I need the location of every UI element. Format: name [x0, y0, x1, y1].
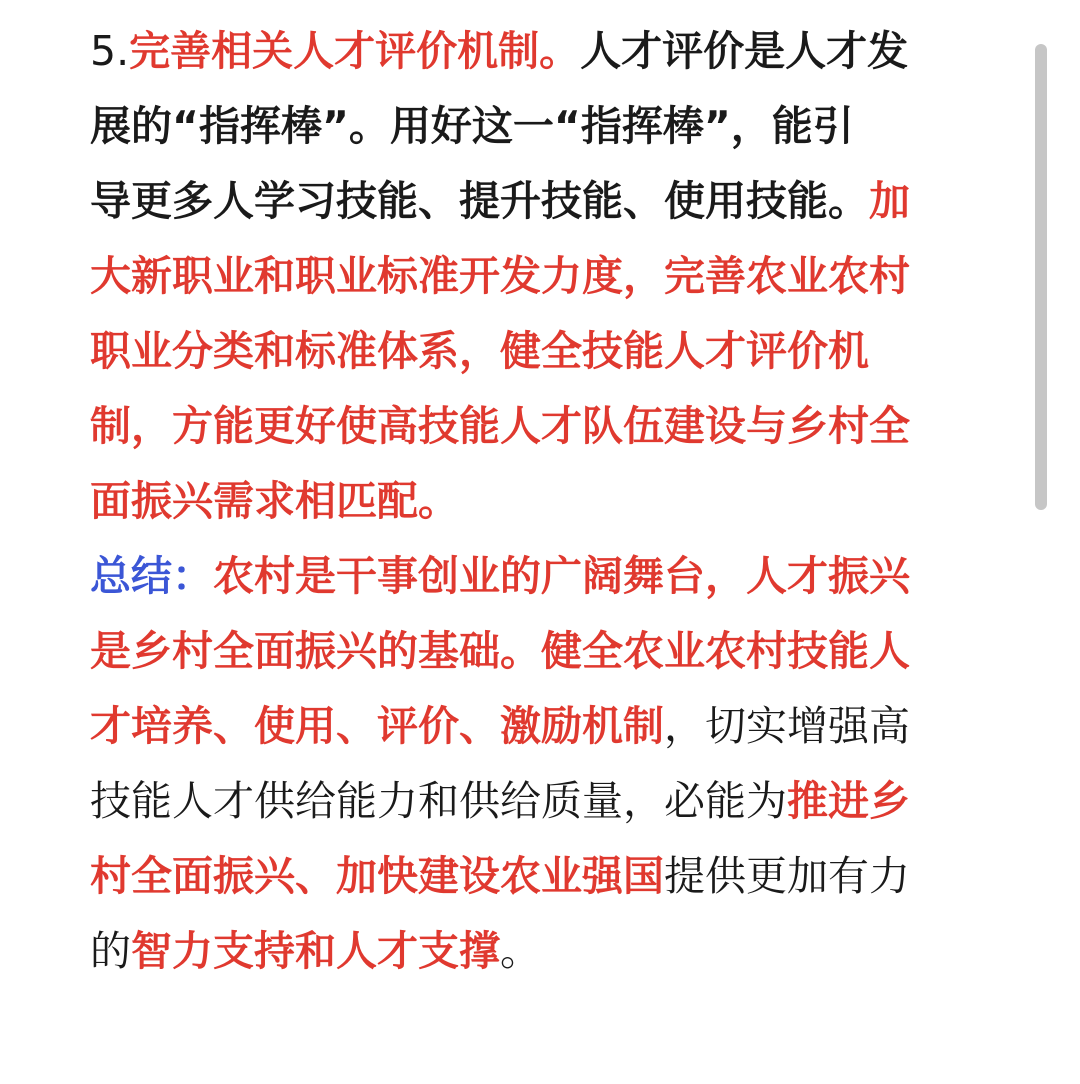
text-segment: 。	[500, 927, 541, 975]
text-line	[90, 689, 1000, 764]
text-line	[90, 539, 1000, 614]
text-line	[90, 164, 1000, 239]
text-line	[90, 764, 1000, 839]
text-line	[90, 389, 1000, 464]
text-segment: 技能人才供给能力和供给质量，必能为	[90, 777, 787, 825]
text-line	[90, 89, 1000, 164]
text-segment: 人才评价是人才发	[580, 27, 909, 75]
text-segment: 的	[90, 927, 131, 975]
text-segment: 面振兴需求相匹配。	[90, 477, 459, 525]
text-line	[90, 914, 1000, 989]
text-segment: 大新职业和职业标准开发力度，完善农业农村	[90, 252, 910, 300]
heading-highlight: 完善相关人才评价机制。	[129, 27, 581, 75]
text-segment: 农村是干事创业的广阔舞台，人才振兴	[213, 552, 910, 600]
text-segment: 5.	[90, 27, 130, 75]
text-segment: 智力支持和人才支撑	[131, 927, 500, 975]
text-segment: 是乡村全面振兴的基础。健全农业农村技能人	[90, 627, 910, 675]
text-line	[90, 239, 1000, 314]
summary-label: 总结：	[90, 552, 213, 600]
text-segment: 提供更加有力	[664, 852, 910, 900]
text-segment: 展的“指挥棒”。用好这一“指挥棒”，能引	[90, 102, 854, 150]
text-segment: 制，方能更好使高技能人才队伍建设与乡村全	[90, 402, 910, 450]
text-line	[90, 614, 1000, 689]
article-body	[90, 14, 1000, 989]
text-segment: 才培养、使用、评价、激励机制	[90, 702, 664, 750]
text-line	[90, 14, 1000, 89]
text-segment: 职业分类和标准体系，健全技能人才评价机	[90, 327, 869, 375]
text-segment: 村全面振兴、加快建设农业强国	[90, 852, 664, 900]
text-segment: 加	[869, 177, 910, 225]
vertical-scrollbar[interactable]	[1035, 44, 1047, 510]
text-segment: 推进乡	[787, 777, 910, 825]
text-line	[90, 314, 1000, 389]
text-segment: 导更多人学习技能、提升技能、使用技能。	[90, 177, 869, 225]
text-segment: ，切实增强高	[664, 702, 910, 750]
text-line	[90, 464, 1000, 539]
scrollbar-thumb[interactable]	[1035, 44, 1047, 510]
text-line	[90, 839, 1000, 914]
